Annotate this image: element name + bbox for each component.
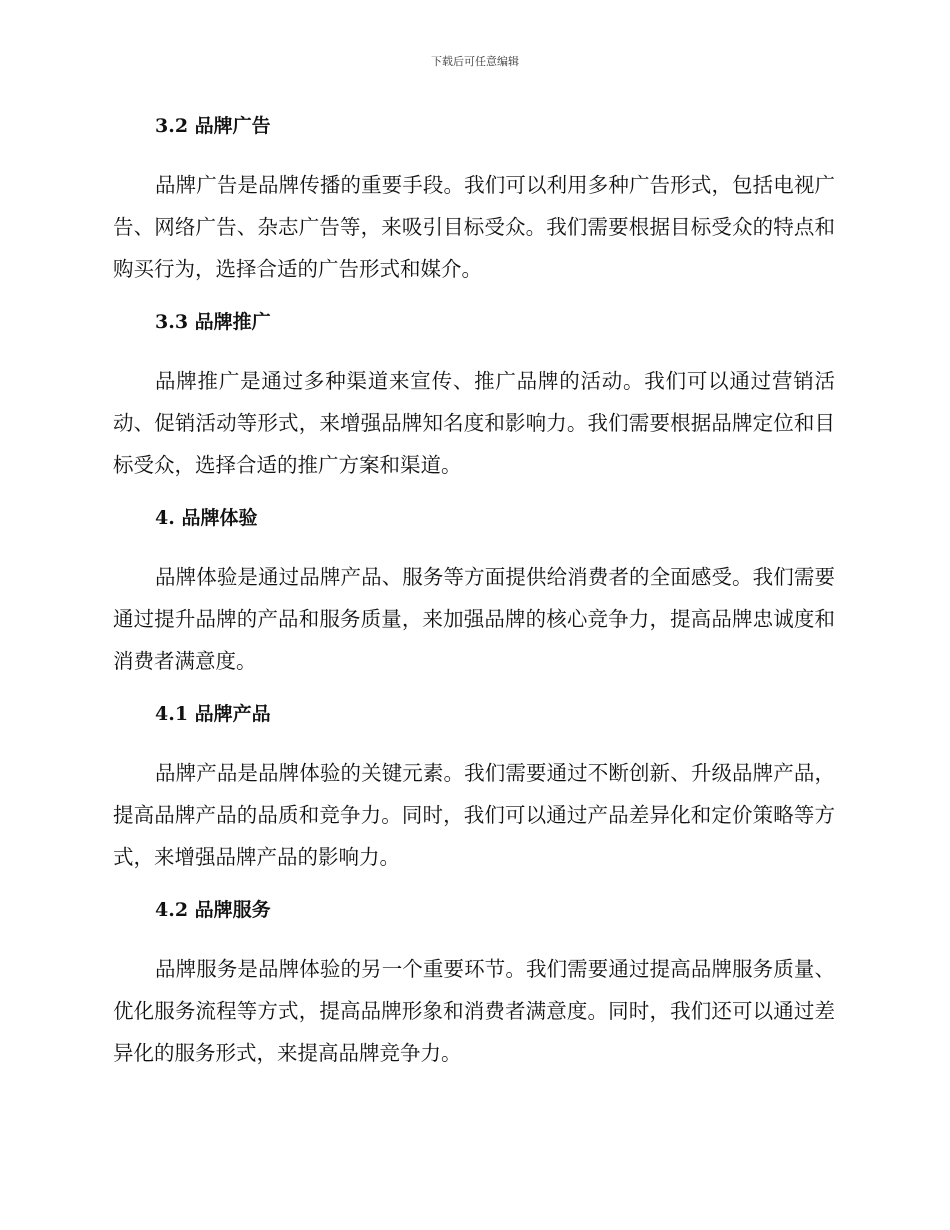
section-heading: 4.1 品牌产品 bbox=[155, 703, 271, 725]
section-4 bbox=[113, 502, 835, 682]
section-paragraph: 品牌产品是品牌体验的关键元素。我们需要通过不断创新、升级品牌产品，提高品牌产品的品质和竞争力。同时，我们可以通过产品差异化和定价策略等方式，来增强品牌产品的影响力。 bbox=[113, 761, 835, 869]
section-4-2 bbox=[113, 894, 835, 1074]
section-4-1 bbox=[113, 698, 835, 878]
section-paragraph: 品牌推广是通过多种渠道来宣传、推广品牌的活动。我们可以通过营销活动、促销活动等形式，来增强品牌知名度和影响力。我们需要根据品牌定位和目标受众，选择合适的推广方案和渠道。 bbox=[113, 369, 835, 477]
document-body bbox=[113, 110, 835, 1090]
section-paragraph: 品牌广告是品牌传播的重要手段。我们可以利用多种广告形式，包括电视广告、网络广告、杂志广告等，来吸引目标受众。我们需要根据目标受众的特点和购买行为，选择合适的广告形式和媒介。 bbox=[113, 173, 835, 281]
section-3-2 bbox=[113, 110, 835, 290]
section-3-3 bbox=[113, 306, 835, 486]
section-heading: 4. 品牌体验 bbox=[155, 507, 258, 529]
section-heading: 4.2 品牌服务 bbox=[155, 899, 271, 921]
section-heading: 3.3 品牌推广 bbox=[155, 311, 271, 333]
section-paragraph: 品牌服务是品牌体验的另一个重要环节。我们需要通过提高品牌服务质量、优化服务流程等方式，提高品牌形象和消费者满意度。同时，我们还可以通过差异化的服务形式，来提高品牌竞争力。 bbox=[113, 957, 835, 1065]
section-heading: 3.2 品牌广告 bbox=[155, 115, 271, 137]
section-paragraph: 品牌体验是通过品牌产品、服务等方面提供给消费者的全面感受。我们需要通过提升品牌的产品和服务质量，来加强品牌的核心竞争力，提高品牌忠诚度和消费者满意度。 bbox=[113, 565, 835, 673]
page-header: 下载后可任意编辑 bbox=[431, 55, 519, 68]
